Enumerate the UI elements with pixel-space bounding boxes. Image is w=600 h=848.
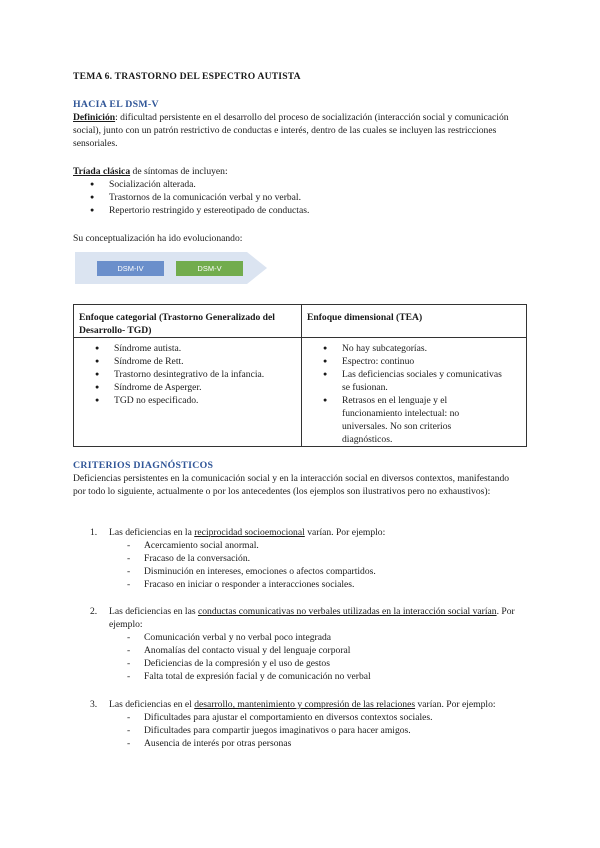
definition-label: Definición bbox=[73, 112, 116, 123]
table-header-categorial: Enfoque categorial (Trastorno Generalizado del Desarrollo- TGD) bbox=[74, 305, 302, 338]
criterion-text-end: . Por ejemplo: bbox=[109, 606, 515, 630]
table-header-row bbox=[74, 305, 527, 338]
table-cell-dimensional bbox=[302, 338, 527, 447]
evolution-arrow-diagram bbox=[75, 248, 270, 288]
list-item: ● Retrasos en el lenguaje y el funcionamiento intelectual: no universales. No son criterios diagnósticos. bbox=[323, 394, 503, 446]
criterion-text: Las deficiencias en las bbox=[109, 606, 198, 617]
criterion-underlined: desarrollo, mantenimiento y compresión de las relaciones bbox=[194, 699, 416, 710]
definition-text: : dificultad persistente en el desarrollo del proceso de socialización (interacción social y comunicación social), junto con un patrón restrictivo de conductas e interés, dentro de las cuales se incluyen las restricciones sensoriales. bbox=[73, 112, 509, 149]
evolution-text: Su conceptualización ha ido evolucionando: bbox=[73, 233, 243, 244]
list-item: - Fracaso de la conversación. bbox=[73, 552, 533, 565]
criterion-underlined: reciprocidad socioemocional bbox=[194, 527, 305, 538]
list-item: - Fracaso en iniciar o responder a interacciones sociales. bbox=[73, 578, 533, 591]
list-item: ● Trastornos de la comunicación verbal y no verbal. bbox=[90, 191, 309, 204]
examples-list bbox=[73, 711, 533, 750]
list-item: ● Síndrome autista. bbox=[95, 342, 301, 355]
criterion-number: 2. bbox=[90, 606, 98, 617]
criterion-text: Las deficiencias en la bbox=[109, 527, 195, 538]
section-heading-dsm: HACIA EL DSM-V bbox=[73, 99, 159, 110]
criterion-number: 1. bbox=[90, 527, 98, 538]
list-item: ● Socialización alterada. bbox=[90, 178, 309, 191]
list-item: - Comunicación verbal y no verbal poco integrada bbox=[73, 631, 533, 644]
list-item: - Anomalías del contacto visual y del lenguaje corporal bbox=[73, 644, 533, 657]
criterion-text-end: varían. Por ejemplo: bbox=[415, 699, 496, 710]
dsm-v-label: DSM-V bbox=[176, 261, 243, 276]
list-item: ● TGD no especificado. bbox=[95, 394, 301, 407]
list-item: ● Espectro: continuo bbox=[323, 355, 503, 368]
triad-label: Tríada clásica bbox=[73, 166, 131, 177]
list-item: - Dificultades para compartir juegos imaginativos o para hacer amigos. bbox=[73, 724, 533, 737]
criterion-line bbox=[73, 605, 533, 631]
list-item: - Ausencia de interés por otras personas bbox=[73, 737, 533, 750]
list-item: - Falta total de expresión facial y de comunicación no verbal bbox=[73, 670, 533, 683]
criteria-intro: Deficiencias persistentes en la comunicación social y en la interacción social en diversos contextos, manifestando por todo lo siguiente, actualmente o por los antecedentes (los ejemplos son ilustrativos pero no exhaustivos): bbox=[73, 473, 510, 497]
criterion-underlined: conductas comunicativas no verbales utilizadas en la interacción social varían bbox=[197, 606, 497, 617]
dimensional-list bbox=[323, 342, 503, 446]
table-cell-categorial bbox=[74, 338, 302, 447]
table-row bbox=[74, 338, 527, 447]
list-item: ● Las deficiencias sociales y comunicativas se fusionan. bbox=[323, 368, 503, 394]
criterion-3 bbox=[73, 698, 533, 750]
criterion-line bbox=[73, 698, 533, 711]
examples-list bbox=[73, 539, 533, 591]
examples-list bbox=[73, 631, 533, 683]
dsm-iv-label: DSM-IV bbox=[97, 261, 164, 276]
list-item: ● Trastorno desintegrativo de la infancia. bbox=[95, 368, 301, 381]
criterion-number: 3. bbox=[90, 699, 98, 710]
comparison-table bbox=[73, 304, 527, 447]
list-item: ● Síndrome de Rett. bbox=[95, 355, 301, 368]
list-item: ● Repertorio restringido y estereotipado de conductas. bbox=[90, 204, 309, 217]
table-header-dimensional: Enfoque dimensional (TEA) bbox=[302, 305, 527, 338]
categorial-list bbox=[95, 342, 301, 407]
document-title: TEMA 6. TRASTORNO DEL ESPECTRO AUTISTA bbox=[73, 71, 301, 82]
criterion-text-end: varían. Por ejemplo: bbox=[304, 527, 386, 538]
criterion-1 bbox=[73, 526, 533, 591]
list-item: ● No hay subcategorías. bbox=[323, 342, 503, 355]
definition-paragraph bbox=[73, 111, 533, 150]
triad-list bbox=[90, 178, 309, 217]
criterion-line bbox=[73, 526, 533, 539]
criterion-2 bbox=[73, 605, 533, 683]
list-item: - Deficiencias de la compresión y el uso de gestos bbox=[73, 657, 533, 670]
list-item: - Disminución en intereses, emociones o afectos compartidos. bbox=[73, 565, 533, 578]
list-item: - Acercamiento social anormal. bbox=[73, 539, 533, 552]
criterion-text: Las deficiencias en el bbox=[109, 699, 195, 710]
list-item: ● Síndrome de Asperger. bbox=[95, 381, 301, 394]
triad-text: de síntomas de incluyen: bbox=[130, 166, 228, 177]
section-heading-criterios: CRITERIOS DIAGNÓSTICOS bbox=[73, 460, 214, 471]
list-item: - Dificultades para ajustar el comportamiento en diversos contextos sociales. bbox=[73, 711, 533, 724]
triad-intro bbox=[73, 165, 533, 178]
